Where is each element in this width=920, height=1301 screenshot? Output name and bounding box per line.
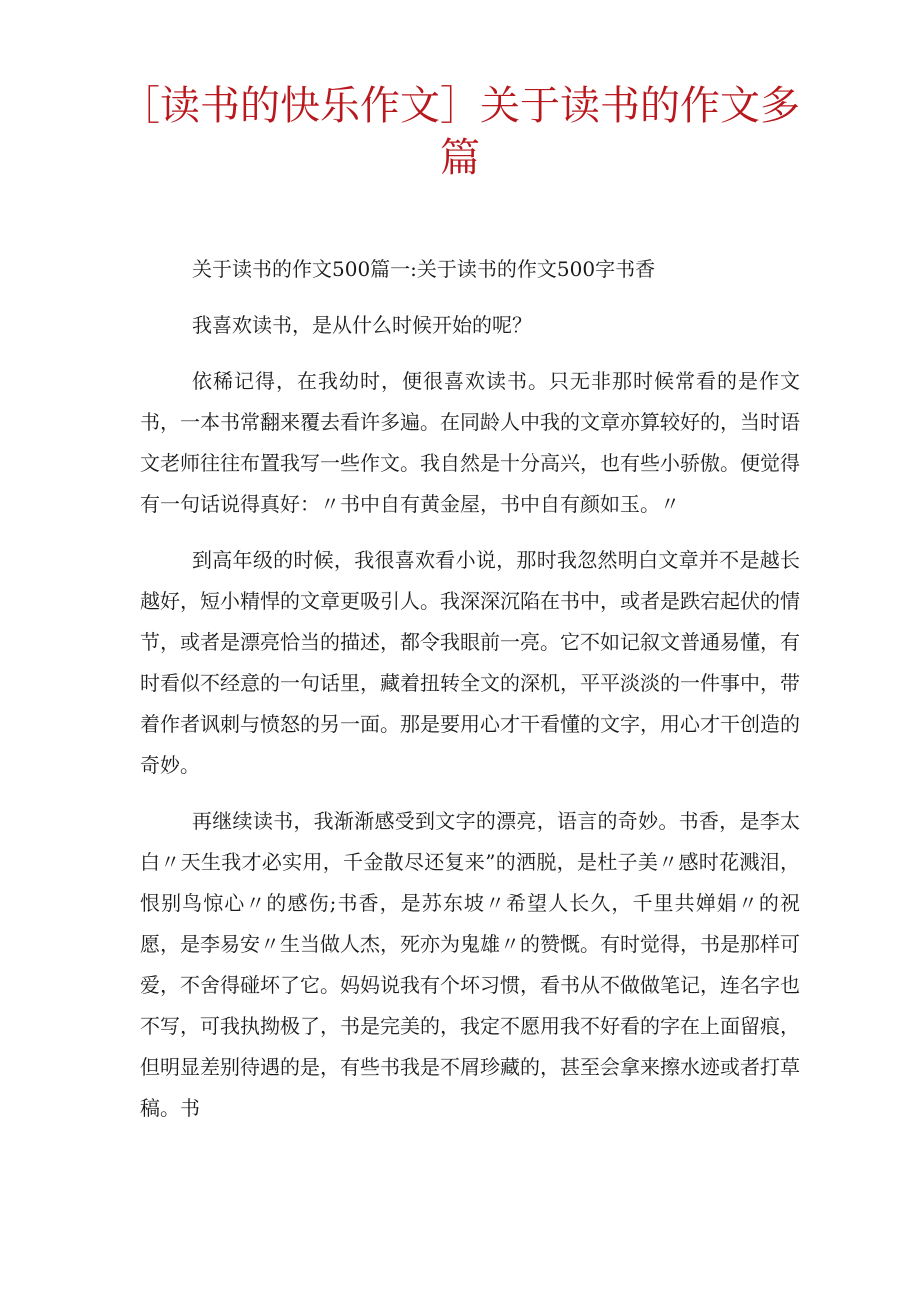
section-subtitle: 关于读书的作文500篇一:关于读书的作文500字书香 (192, 257, 656, 281)
document-body (140, 249, 800, 1144)
paragraph: 我喜欢读书，是从什么时候开始的呢？ (192, 313, 532, 337)
paragraph: 依稀记得，在我幼时，便很喜欢读书。只无非那时候常看的是作文书，一本书常翻来覆去看许多遍。在同龄人中我的文章亦算较好的，当时语文老师往往布置我写一些作文。我自然是十分高兴，也有些小骄傲。便觉得有一句话说得真好：〃书中自有黄金屋，书中自有颜如玉。〃 (140, 369, 800, 516)
paragraph: 再继续读书，我渐渐感受到文字的漂亮，语言的奇妙。书香，是李太白〃天生我才必实用，千金散尽还复来”的洒脱，是杜子美〃感时花溅泪，恨别鸟惊心〃的感伤;书香，是苏东坡〃希望人长久，千里共婵娟〃的祝愿，是李易安〃生当做人杰，死亦为鬼雄〃的赞慨。有时觉得，书是那样可爱，不舍得碰坏了它。妈妈说我有个坏习惯，看书从不做做笔记，连名字也不写，可我执拗极了，书是完美的，我定不愿用我不好看的字在上面留痕，但明显差别待遇的是，有些书我是不屑珍藏的，甚至会拿来擦水迹或者打草稿。书 (140, 809, 800, 1120)
document-title: ［读书的快乐作文］关于读书的作文多篇 (120, 83, 800, 181)
paragraph: 到高年级的时候，我很喜欢看小说，那时我忽然明白文章并不是越长越好，短小精悍的文章更吸引人。我深深沉陷在书中，或者是跌宕起伏的情节，或者是漂亮恰当的描述，都令我眼前一亮。它不如记叙文普通易懂，有时看似不经意的一句话里，藏着扭转全文的深机，平平淡淡的一件事中，带着作者讽刺与愤怒的另一面。那是要用心才干看懂的文字，用心才干创造的奇妙。 (140, 548, 800, 777)
